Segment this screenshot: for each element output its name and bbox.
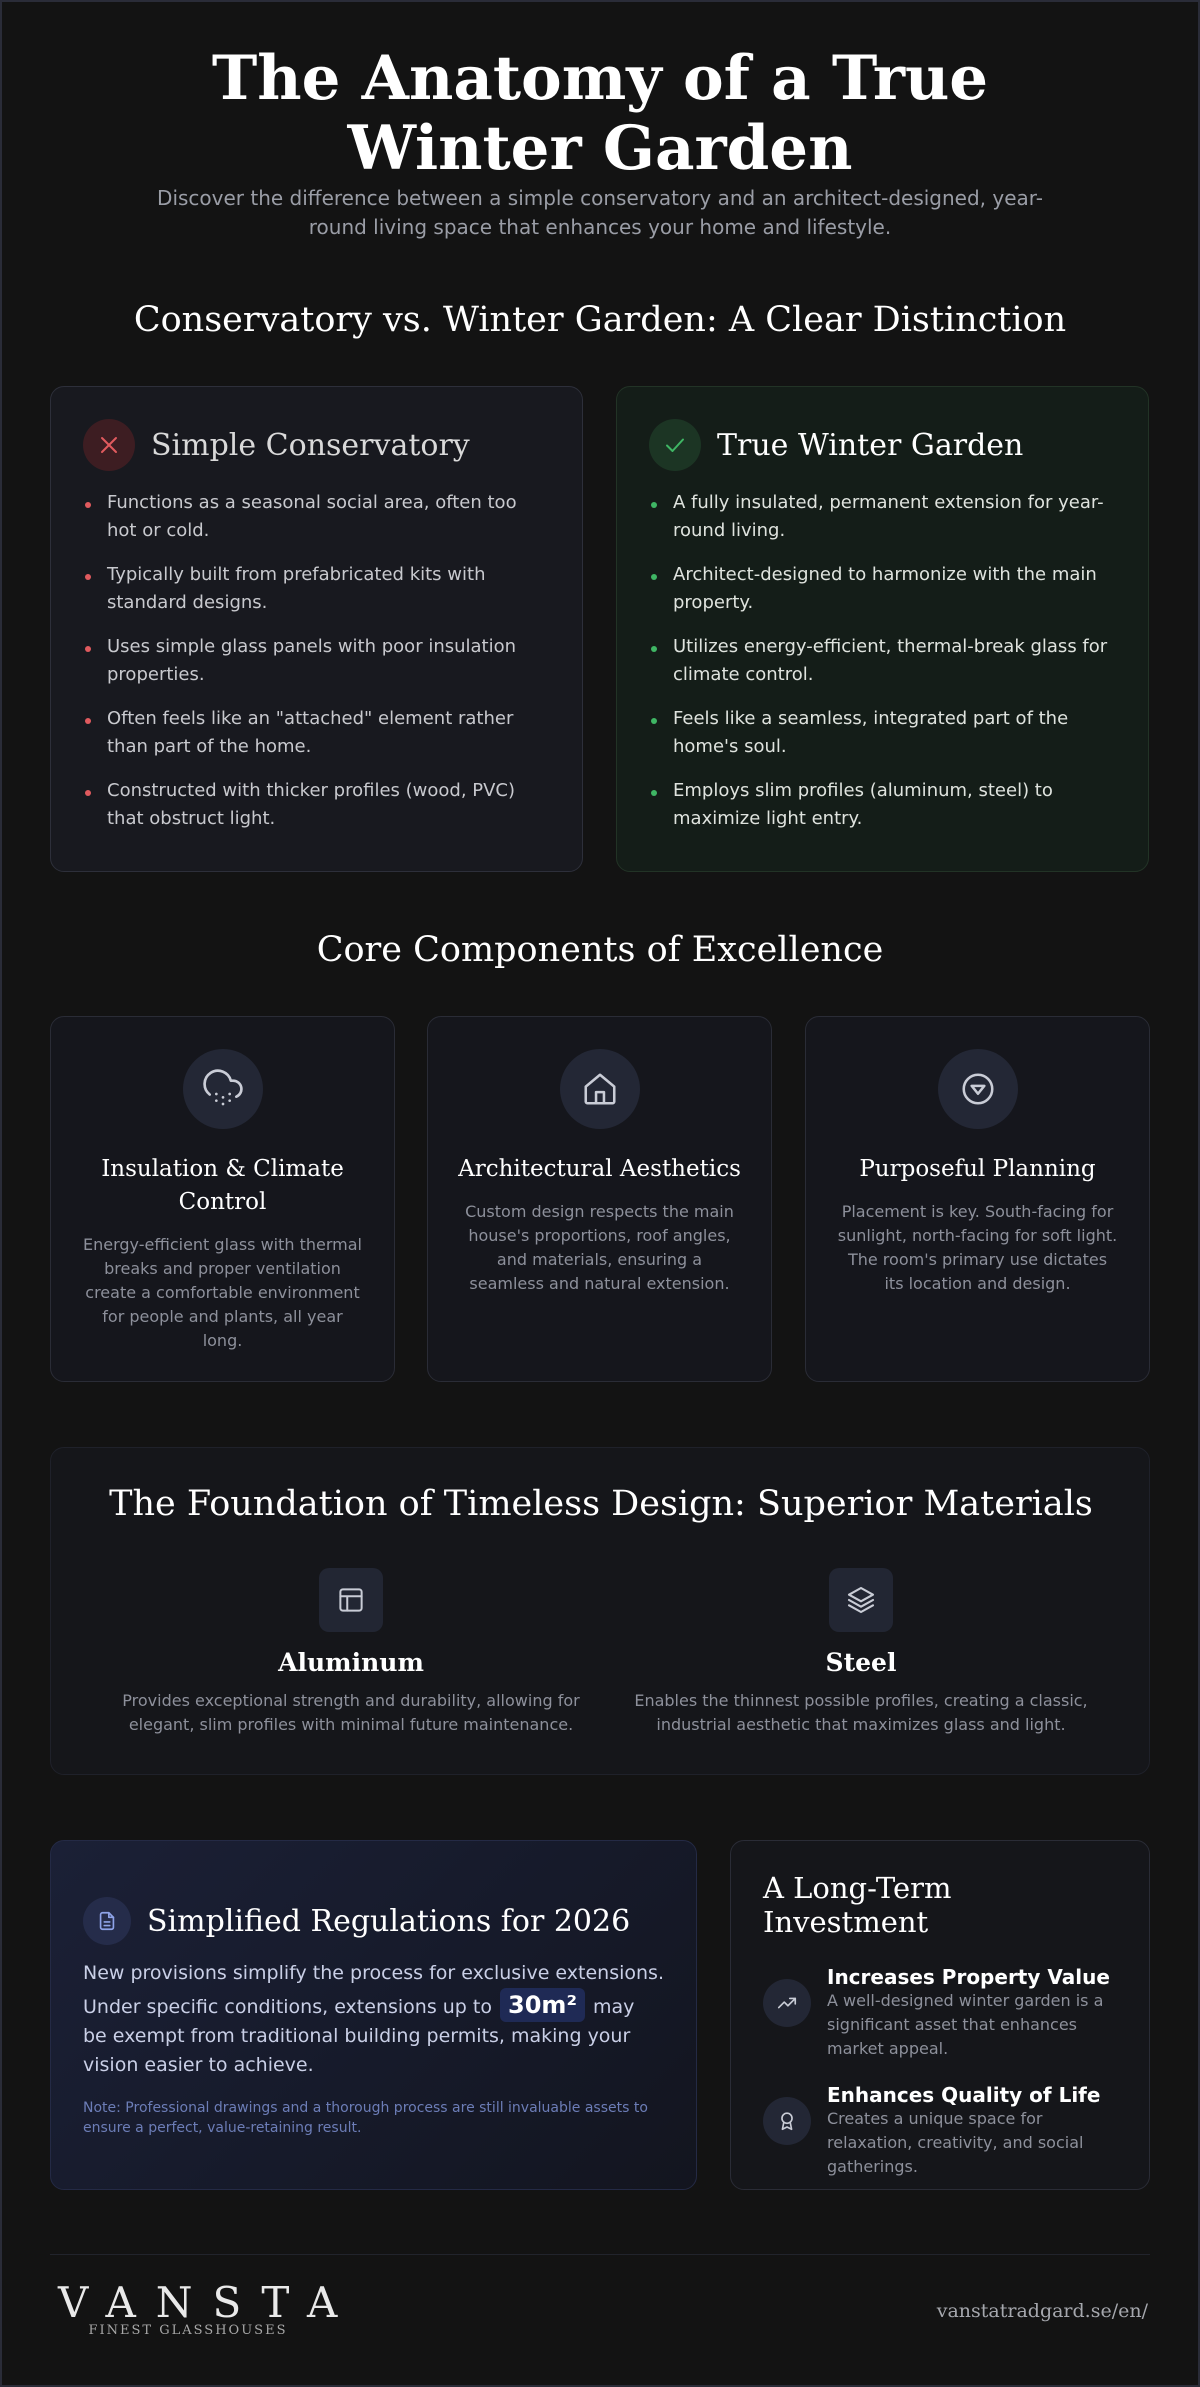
- regulations-note: Note: Professional drawings and a thorough process are still invaluable assets to ensure a perfect, value-retaining result.: [83, 2100, 648, 2136]
- material-steel: [621, 1568, 1101, 1737]
- conservatory-list: [83, 489, 550, 833]
- bullet-icon: [85, 646, 91, 652]
- components-section-title: Core Components of Excellence: [316, 930, 884, 970]
- footer-divider: [50, 2254, 1150, 2255]
- investment-item-property-value: [763, 1965, 1117, 2061]
- house-icon: [560, 1049, 640, 1129]
- list-item: Constructed with thicker profiles (wood, PVC) that obstruct light.: [83, 777, 550, 833]
- layout-icon: [319, 1568, 383, 1632]
- bullet-icon: [651, 790, 657, 796]
- bullet-icon: [651, 718, 657, 724]
- material-aluminum: [111, 1568, 591, 1737]
- bullet-icon: [85, 502, 91, 508]
- list-item: Feels like a seamless, integrated part of the home's soul.: [649, 705, 1116, 761]
- conservatory-card: [50, 386, 583, 872]
- bullet-icon: [651, 502, 657, 508]
- bullet-icon: [85, 574, 91, 580]
- page-subtitle: Discover the difference between a simple conservatory and an architect-designed, year-round living space that enhances your home and lifestyle.: [157, 186, 1043, 239]
- website-link[interactable]: vanstatradgard.se/en/: [936, 2300, 1148, 2322]
- bullet-icon: [85, 790, 91, 796]
- materials-section-title: The Foundation of Timeless Design: Superior Materials: [109, 1484, 1093, 1524]
- list-item: A fully insulated, permanent extension for year-round living.: [649, 489, 1116, 545]
- investment-item-text: Creates a unique space for relaxation, creativity, and social gatherings.: [827, 2109, 1084, 2176]
- component-card-aesthetics: [427, 1016, 772, 1382]
- investment-card: [730, 1840, 1150, 2190]
- investment-item-title: Enhances Quality of Life: [827, 2083, 1101, 2107]
- document-icon: [83, 1897, 131, 1945]
- logo-tagline: FINEST GLASSHOUSES: [88, 2323, 288, 2338]
- investment-item-text: A well-designed winter garden is a significant asset that enhances market appeal.: [827, 1991, 1104, 2058]
- comparison-section-title: Conservatory vs. Winter Garden: A Clear Distinction: [133, 300, 1067, 340]
- component-title: Purposeful Planning: [859, 1156, 1096, 1182]
- list-item: Utilizes energy-efficient, thermal-break glass for climate control.: [649, 633, 1116, 689]
- regulations-card: [50, 1840, 697, 2190]
- list-item: Employs slim profiles (aluminum, steel) to maximize light entry.: [649, 777, 1116, 833]
- check-icon: [649, 419, 701, 471]
- winter-garden-card: [616, 386, 1149, 872]
- material-text: Enables the thinnest possible profiles, creating a classic, industrial aesthetic that maximizes glass and light.: [634, 1691, 1088, 1734]
- material-text: Provides exceptional strength and durability, allowing for elegant, slim profiles with minimal future maintenance.: [122, 1691, 580, 1734]
- material-title: Steel: [825, 1648, 897, 1677]
- list-item: Functions as a seasonal social area, often too hot or cold.: [83, 489, 550, 545]
- conservatory-title: Simple Conservatory: [151, 427, 470, 463]
- component-card-insulation: [50, 1016, 395, 1382]
- cloud-snow-icon: [183, 1049, 263, 1129]
- component-text: Custom design respects the main house's proportions, roof angles, and materials, ensuring a seamless and natural extension.: [465, 1202, 734, 1293]
- page-title: The Anatomy of a True Winter Garden: [211, 43, 989, 184]
- component-title: Insulation & Climate Control: [101, 1156, 344, 1215]
- logo-wordmark: VANSTA: [58, 2278, 358, 2327]
- regulations-body: New provisions simplify the process for exclusive extensions. Under specific conditions, extensions up to 30m² may be exempt from traditional building permits, making your vision easier to achieve.: [83, 1962, 664, 2076]
- component-text: Placement is key. South-facing for sunlight, north-facing for soft light. The room's primary use dictates its location and design.: [837, 1202, 1118, 1293]
- regulations-title: Simplified Regulations for 2026: [147, 1903, 631, 1939]
- list-item: Architect-designed to harmonize with the main property.: [649, 561, 1116, 617]
- bullet-icon: [651, 646, 657, 652]
- winter-garden-list: [649, 489, 1116, 833]
- brand-logo[interactable]: [58, 2278, 358, 2338]
- investment-title: A Long-Term Investment: [763, 1871, 952, 1939]
- bullet-icon: [651, 574, 657, 580]
- investment-item-quality-of-life: [763, 2083, 1117, 2179]
- list-item: Uses simple glass panels with poor insulation properties.: [83, 633, 550, 689]
- winter-garden-title: True Winter Garden: [717, 427, 1024, 463]
- component-card-planning: [805, 1016, 1150, 1382]
- x-icon: [83, 419, 135, 471]
- trending-up-icon: [763, 1979, 811, 2027]
- component-title: Architectural Aesthetics: [458, 1156, 741, 1182]
- list-item: Often feels like an "attached" element rather than part of the home.: [83, 705, 550, 761]
- investment-item-title: Increases Property Value: [827, 1965, 1110, 1989]
- area-highlight-badge: 30m²: [500, 1988, 585, 2022]
- bullet-icon: [85, 718, 91, 724]
- component-text: Energy-efficient glass with thermal breaks and proper ventilation create a comfortable environment for people and plants, all year long.: [83, 1235, 362, 1350]
- material-title: Aluminum: [278, 1648, 424, 1677]
- compass-icon: [938, 1049, 1018, 1129]
- materials-section: [50, 1447, 1150, 1775]
- award-icon: [763, 2097, 811, 2145]
- list-item: Typically built from prefabricated kits with standard designs.: [83, 561, 550, 617]
- layers-icon: [829, 1568, 893, 1632]
